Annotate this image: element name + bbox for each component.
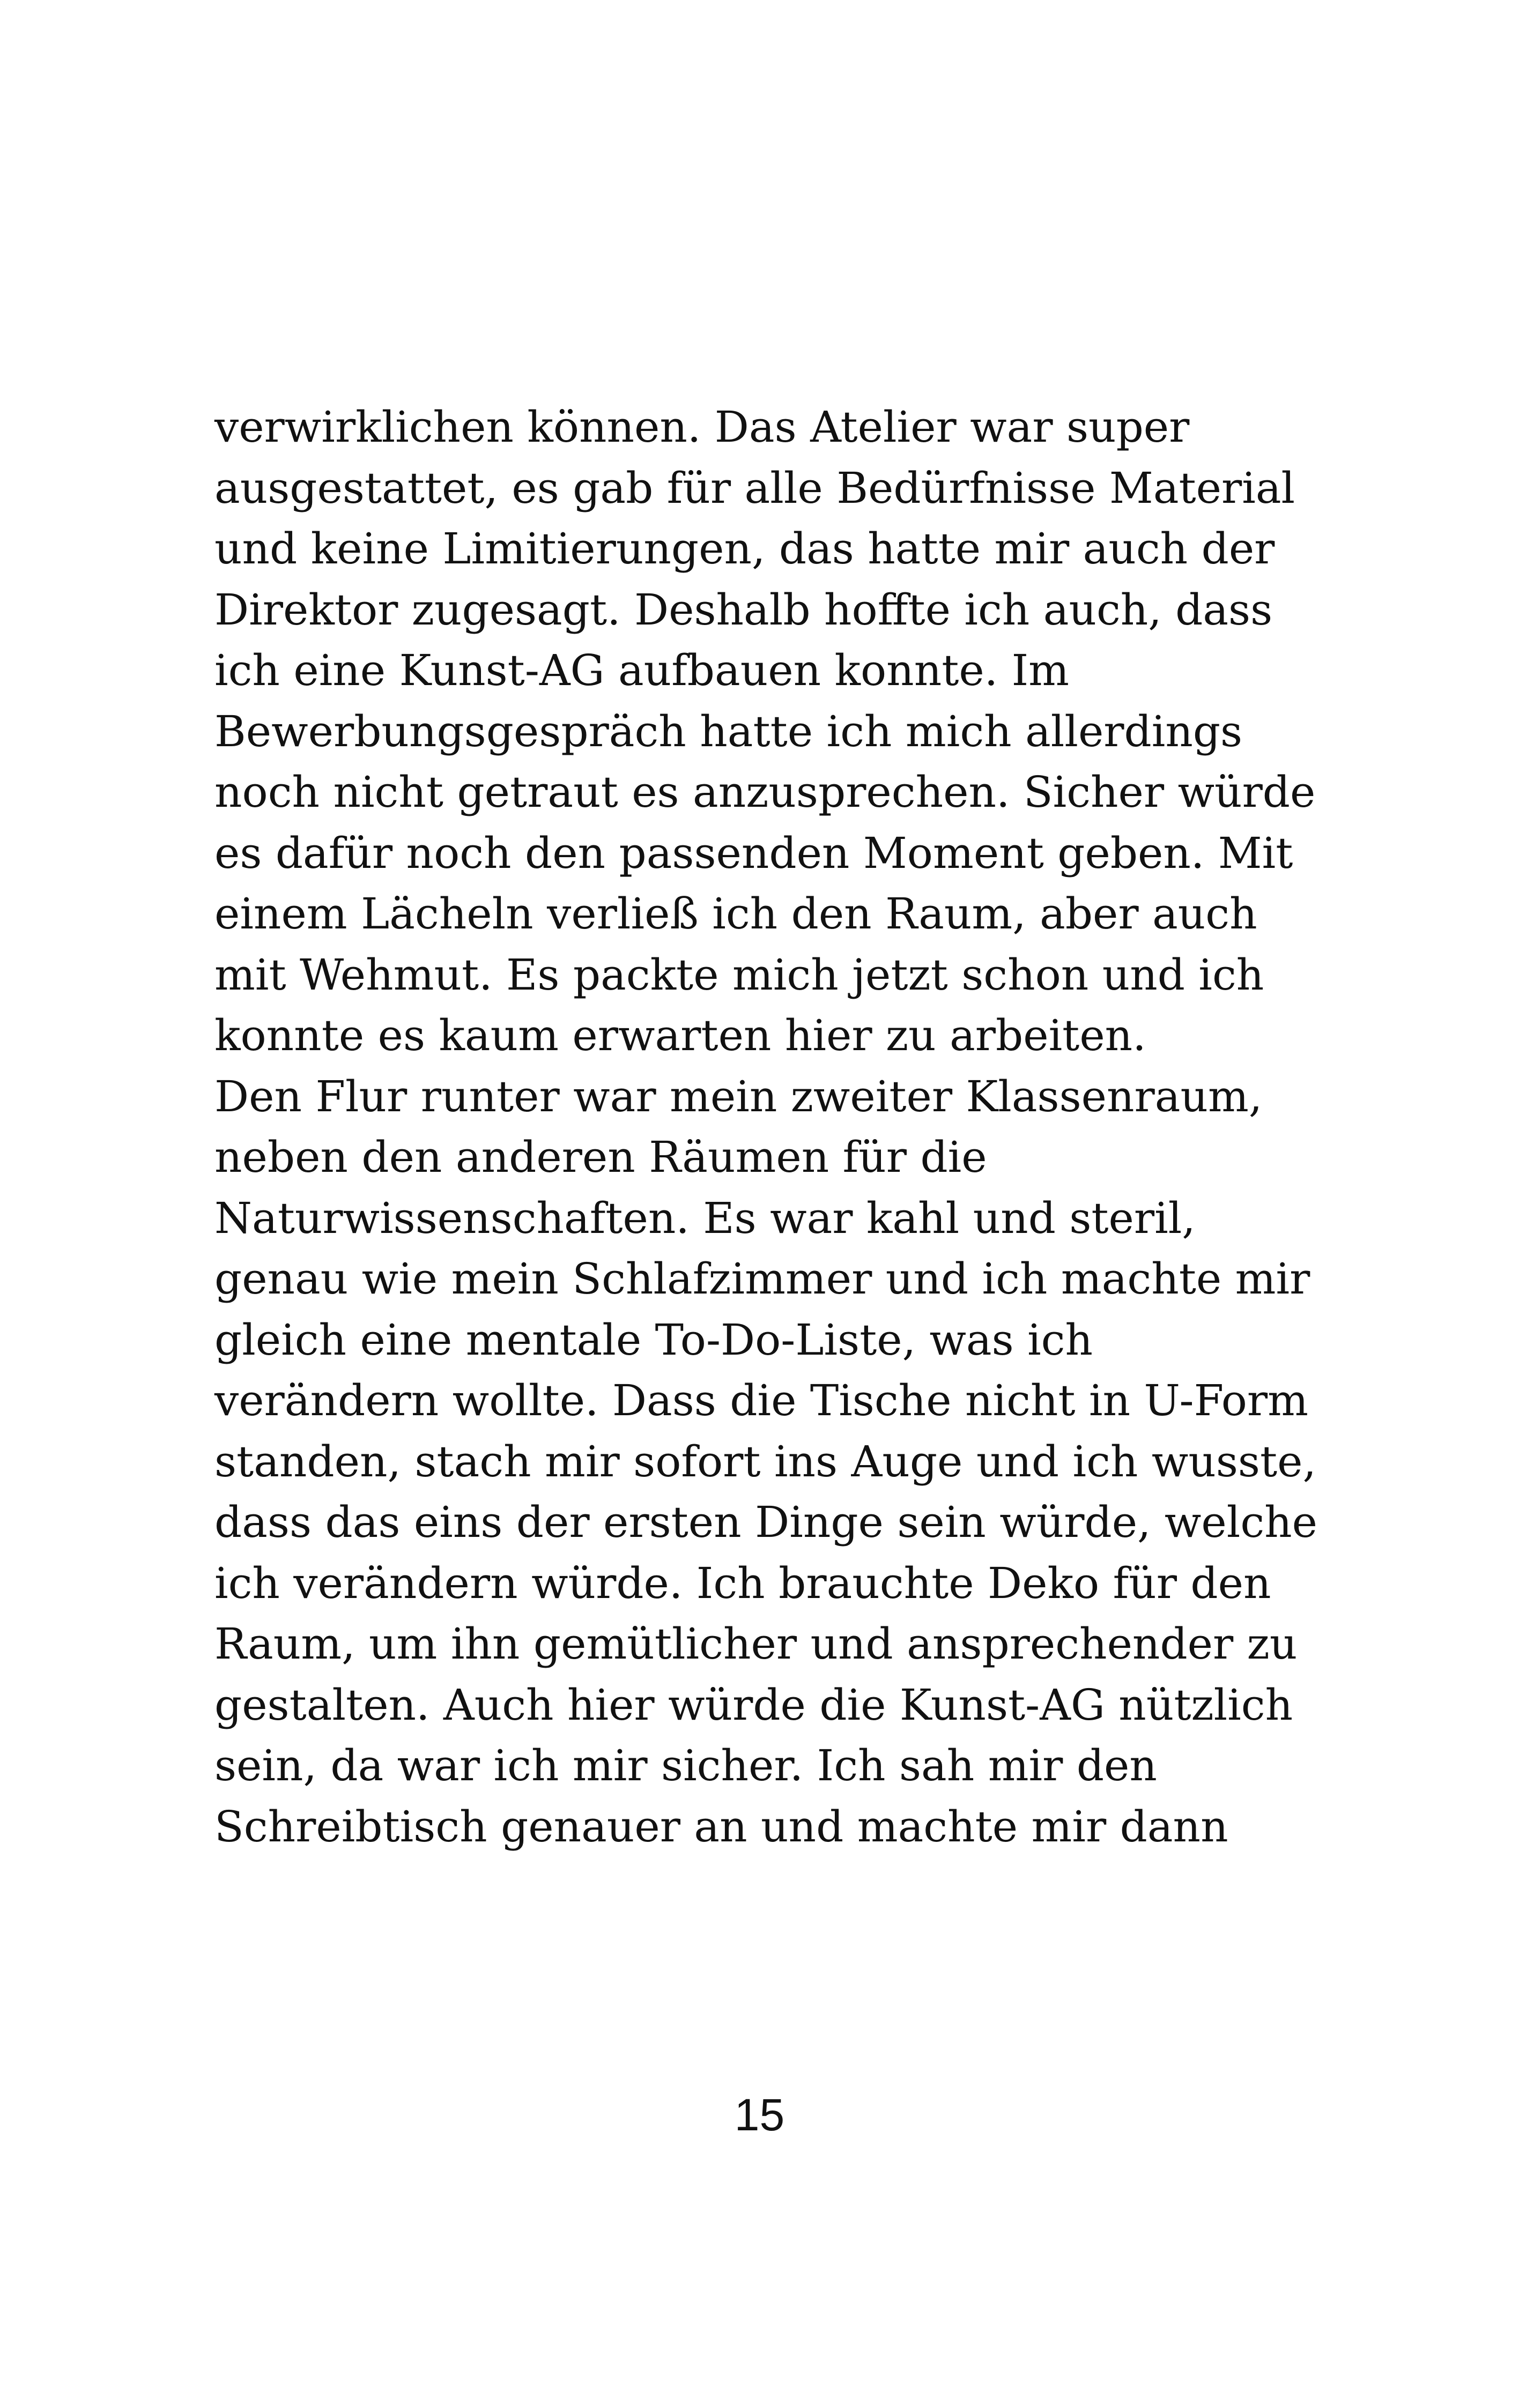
text-line: ich eine Kunst-AG aufbauen konnte. Im	[214, 645, 1070, 695]
text-line: gestalten. Auch hier würde die Kunst-AG nützlich	[214, 1679, 1293, 1730]
text-line: Direktor zugesagt. Deshalb hoffte ich auch, dass	[214, 584, 1273, 635]
text-line: mit Wehmut. Es packte mich jetzt schon und ich	[214, 949, 1264, 1000]
text-line: noch nicht getraut es anzusprechen. Sicher würde	[214, 767, 1316, 817]
text-line: ausgestattet, es gab für alle Bedürfnisse Material	[214, 463, 1295, 513]
text-line: verändern wollte. Dass die Tische nicht in U-Form	[214, 1376, 1308, 1425]
text-line: es dafür noch den passenden Moment geben. Mit	[214, 828, 1293, 878]
text-line: einem Lächeln verließ ich den Raum, aber auch	[214, 889, 1257, 939]
text-line: genau wie mein Schlafzimmer und ich machte mir	[214, 1254, 1310, 1304]
text-line: Schreibtisch genauer an und machte mir dann	[214, 1801, 1228, 1852]
text-line: sein, da war ich mir sicher. Ich sah mir den	[214, 1741, 1157, 1790]
text-line: dass das eins der ersten Dinge sein würde, welche	[214, 1497, 1317, 1547]
text-line: standen, stach mir sofort ins Auge und ich wusste,	[214, 1436, 1316, 1487]
text-line: Raum, um ihn gemütlicher und ansprechender zu	[214, 1619, 1298, 1669]
text-line: Bewerbungsgespräch hatte ich mich allerdings	[214, 706, 1243, 756]
text-line: ich verändern würde. Ich brauchte Deko für den	[214, 1558, 1271, 1608]
text-line: verwirklichen können. Das Atelier war super	[214, 402, 1190, 452]
text-line: neben den anderen Räumen für die	[214, 1132, 987, 1182]
page-number: 15	[734, 2090, 785, 2140]
text-line: Naturwissenschaften. Es war kahl und steril,	[214, 1193, 1196, 1243]
text-line: gleich eine mentale To-Do-Liste, was ich	[214, 1314, 1093, 1365]
text-line: und keine Limitierungen, das hatte mir auch der	[214, 524, 1275, 574]
body-text	[214, 397, 1340, 1857]
text-line: Den Flur runter war mein zweiter Klassenraum,	[214, 1071, 1263, 1121]
text-line: konnte es kaum erwarten hier zu arbeiten.	[214, 1010, 1146, 1060]
